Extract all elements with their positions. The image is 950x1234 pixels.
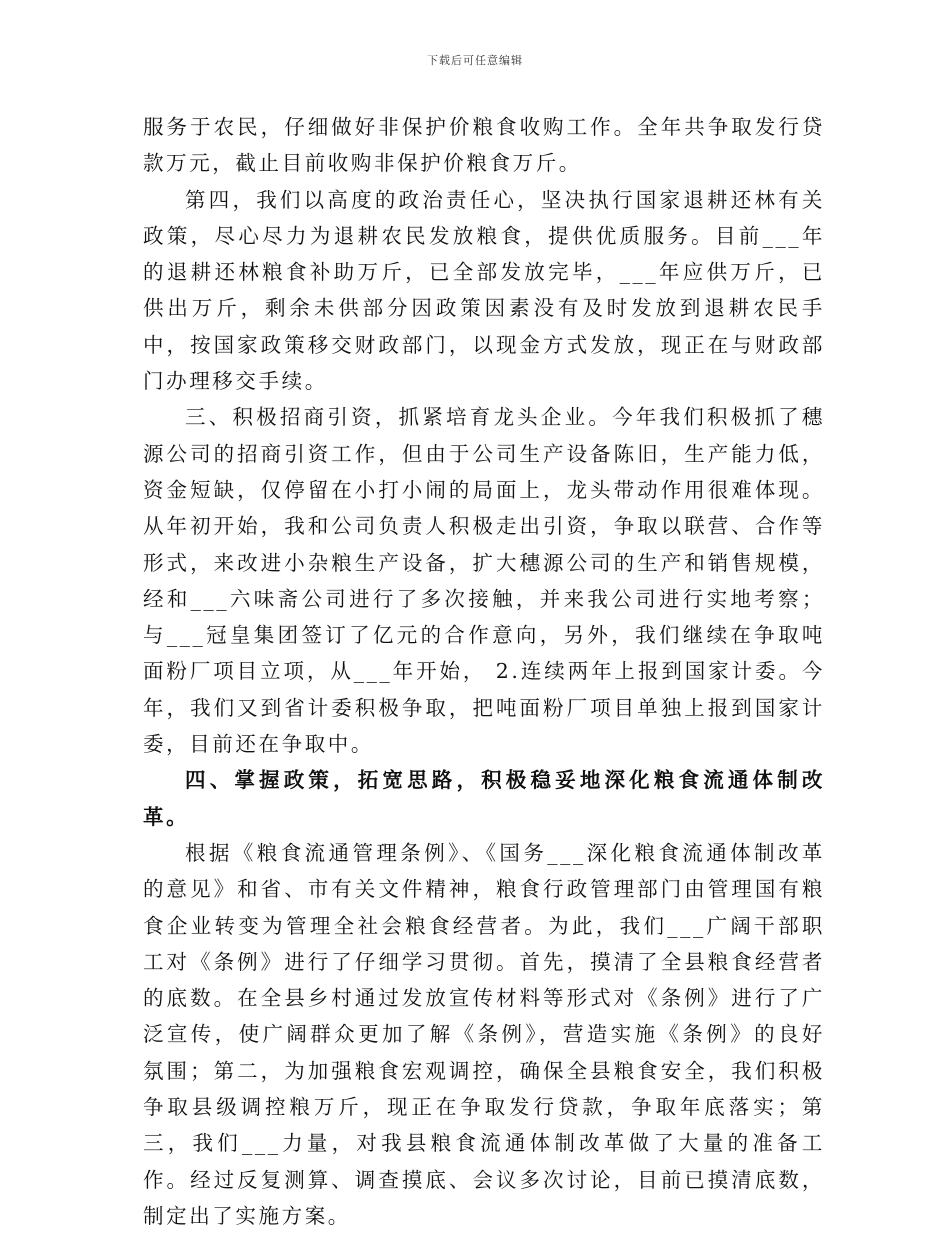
page-header: 下载后可任意编辑 [427, 54, 523, 67]
paragraph-point-four: 第四，我们以高度的政治责任心，坚决执行国家退耕还林有关政策，尽心尽力为退耕农民发放粮食，提供优质服务。目前___年的退耕还林粮食补助万斤，已全部发放完毕，___年应供万斤，已供出万斤，剩余未供部分因政策因素没有及时发放到退耕农民手中，按国家政策移交财政部门，以现金方式发放，现正在与财政部门办理移交手续。 [143, 187, 825, 394]
document-body [143, 109, 825, 1234]
paragraph-intro: 服务于农民，仔细做好非保护价粮食收购工作。全年共争取发行贷款万元，截止目前收购非保护价粮食万斤。 [143, 115, 825, 176]
paragraph-grain-reform: 根据《粮食流通管理条例》、《国务___深化粮食流通体制改革的意见》和省、市有关文件精神，粮食行政管理部门由管理国有粮食企业转变为管理全社会粮食经营者。为此，我们___广阔干部职工对《条例》进行了仔细学习贯彻。首先，摸清了全县粮食经营者的底数。在全县乡村通过发放宣传材料等形式对《条例》进行了广泛宣传，使广阔群众更加了解《条例》，营造实施《条例》的良好氛围；第二，为加强粮食宏观调控，确保全县粮食安全，我们积极争取县级调控粮万斤，现正在争取发行贷款，争取年底落实；第三，我们___力量，对我县粮食流通体制改革做了大量的准备工作。经过反复测算、调查摸底、会议多次讨论，目前已摸清底数，制定出了实施方案。 [143, 840, 825, 1228]
section-heading-four: 四、掌握政策，拓宽思路，积极稳妥地深化粮食流通体制改革。 [143, 768, 825, 829]
paragraph-section-three: 三、积极招商引资，抓紧培育龙头企业。今年我们积极抓了穗源公司的招商引资工作，但由于公司生产设备陈旧，生产能力低，资金短缺，仅停留在小打小闹的局面上，龙头带动作用很难体现。从年初开始，我和公司负责人积极走出引资，争取以联营、合作等形式，来改进小杂粮生产设备，扩大穗源公司的生产和销售规模，经和___六味斋公司进行了多次接触，并来我公司进行实地考察；与___冠皇集团签订了亿元的合作意向，另外，我们继续在争取吨面粉厂项目立项，从___年开始， 2.连续两年上报到国家计委。今年，我们又到省计委积极争取，把吨面粉厂项目单独上报到国家计委，目前还在争取中。 [143, 405, 825, 757]
